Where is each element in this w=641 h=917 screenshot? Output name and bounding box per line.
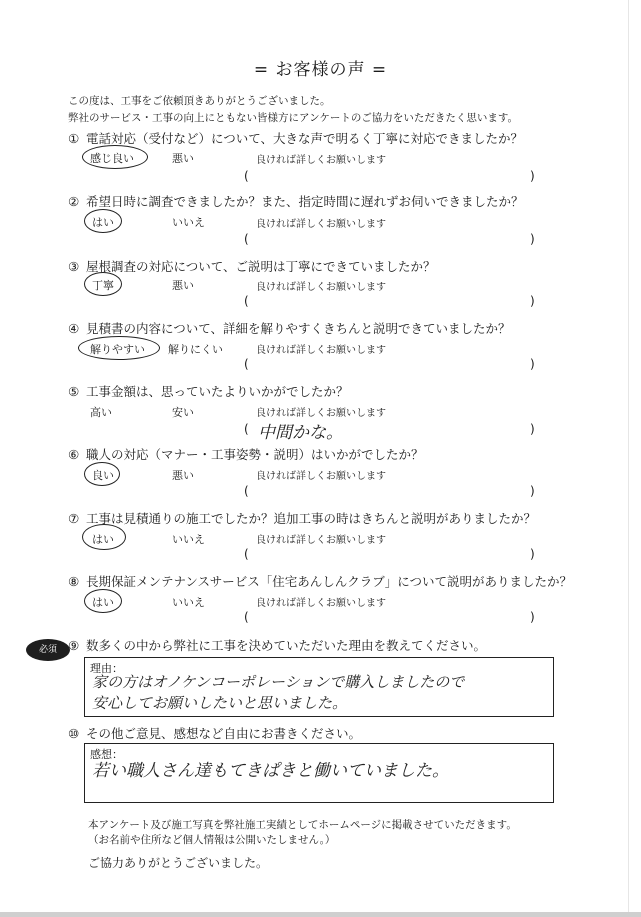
footer-notice: 本アンケート及び施工写真を弊社施工実績としてホームページに掲載させていただきます。: [88, 819, 517, 831]
question-3: [68, 257, 436, 275]
option-bad: 悪い: [172, 469, 194, 482]
detail-hint: 良ければ詳しくお願いします: [256, 155, 386, 166]
selection-circle: [84, 589, 122, 613]
answer-paren-open: (: [244, 357, 249, 371]
handwritten-comment: 若い職人さん達もてきぱきと働いていました。: [92, 761, 449, 781]
handwritten-reason-line-2: 安心してお願いしたいと思いました。: [92, 694, 348, 712]
option-no: いいえ: [172, 216, 205, 229]
option-yes: はい: [92, 533, 114, 546]
question-number: ⑥: [68, 447, 80, 462]
detail-hint: 良ければ詳しくお願いします: [256, 408, 386, 419]
answer-paren-open: (: [244, 294, 249, 308]
answer-paren-open: (: [244, 422, 249, 436]
answer-paren-close: ): [530, 294, 535, 308]
option-hard-to-understand: 解りにくい: [168, 343, 223, 356]
page-title: = お客様の声 =: [253, 60, 388, 80]
detail-hint: 良ければ詳しくお願いします: [256, 535, 386, 546]
question-1: [68, 129, 523, 147]
question-5: [68, 382, 349, 400]
question-text: 長期保証メンテナンスサービス「住宅あんしんクラブ」について説明がありましたか？: [86, 574, 573, 589]
page-edge: [628, 0, 629, 912]
question-number: ⑨: [68, 638, 80, 653]
question-6: [68, 445, 424, 463]
detail-hint: 良ければ詳しくお願いします: [256, 598, 386, 609]
option-cheap: 安い: [172, 406, 194, 419]
detail-hint: 良ければ詳しくお願いします: [256, 471, 386, 482]
bottom-bar: [0, 912, 641, 917]
question-8: [68, 572, 572, 590]
question-number: ⑤: [68, 384, 80, 399]
question-9: [68, 636, 486, 654]
option-good: 良い: [92, 469, 114, 482]
answer-paren-close: ): [530, 357, 535, 371]
question-text: 屋根調査の対応について、ご説明は丁寧にできていましたか？: [86, 259, 436, 274]
question-text: 電話対応（受付など）について、大きな声で明るく丁寧に対応できましたか？: [86, 131, 524, 146]
question-text: その他ご意見、感想など自由にお書きください。: [86, 726, 362, 741]
question-number: ②: [68, 194, 80, 209]
question-number: ③: [68, 259, 80, 274]
intro-line-1: この度は、工事をご依頼頂きありがとうございました。: [68, 95, 331, 107]
option-yes: はい: [92, 216, 114, 229]
question-text: 職人の対応（マナー・工事姿勢・説明）はいかがでしたか？: [86, 447, 424, 462]
required-badge: 必須: [26, 639, 70, 661]
question-10: [68, 724, 361, 742]
question-number: ⑧: [68, 574, 80, 589]
detail-hint: 良ければ詳しくお願いします: [256, 219, 386, 230]
answer-paren-close: ): [530, 169, 535, 183]
comment-label: 感想：: [90, 748, 123, 761]
question-4: [68, 319, 511, 337]
answer-paren-close: ): [530, 422, 535, 436]
selection-circle: [82, 524, 126, 550]
selection-circle: [78, 336, 160, 360]
question-number: ④: [68, 321, 80, 336]
detail-hint: 良ければ詳しくお願いします: [256, 282, 386, 293]
question-2: [68, 192, 524, 210]
option-feels-good: 感じ良い: [90, 152, 134, 165]
answer-paren-open: (: [244, 610, 249, 624]
reason-label: 理由：: [90, 662, 123, 675]
option-easy-to-understand: 解りやすい: [90, 343, 145, 356]
footer-privacy-note: （お名前や住所など個人情報は公開いたしません。）: [88, 834, 336, 846]
selection-circle: [84, 209, 122, 233]
option-no: いいえ: [172, 533, 205, 546]
answer-paren-close: ): [530, 610, 535, 624]
question-text: 数多くの中から弊社に工事を決めていただいた理由を教えてください。: [86, 638, 487, 653]
answer-paren-close: ): [530, 232, 535, 246]
answer-paren-close: ): [530, 547, 535, 561]
question-text: 見積書の内容について、詳細を解りやすくきちんと説明できていましたか？: [86, 321, 511, 336]
detail-hint: 良ければ詳しくお願いします: [256, 345, 386, 356]
intro-line-2: 弊社のサービス・工事の向上にともない皆様方にアンケートのご協力をいただきたく思います。: [68, 112, 519, 124]
question-number: ①: [68, 131, 80, 146]
question-7: [68, 509, 536, 527]
option-polite: 丁寧: [92, 279, 114, 292]
question-number: ⑦: [68, 511, 80, 526]
answer-paren-open: (: [244, 484, 249, 498]
handwritten-answer-5: 中間かな。: [258, 423, 343, 443]
handwritten-reason-line-1: 家の方はオノケンコーポレーションで購入しましたので: [92, 673, 465, 691]
option-bad: 悪い: [172, 152, 194, 165]
option-expensive: 高い: [90, 406, 112, 419]
selection-circle: [82, 145, 148, 169]
option-no: いいえ: [172, 596, 205, 609]
option-bad: 悪い: [172, 279, 194, 292]
selection-circle: [84, 272, 122, 296]
question-text: 工事金額は、思っていたよりいかがでしたか？: [86, 384, 349, 399]
selection-circle: [84, 462, 120, 486]
question-number: ⑩: [68, 726, 80, 741]
answer-paren-open: (: [244, 232, 249, 246]
question-text: 工事は見積通りの施工でしたか？追加工事の時はきちんと説明がありましたか？: [86, 511, 537, 526]
option-yes: はい: [92, 596, 114, 609]
footer-thanks: ご協力ありがとうございました。: [88, 856, 269, 870]
question-text: 希望日時に調査できましたか？また、指定時間に遅れずお伺いできましたか？: [86, 194, 524, 209]
answer-paren-open: (: [244, 169, 249, 183]
answer-paren-close: ): [530, 484, 535, 498]
answer-paren-open: (: [244, 547, 249, 561]
